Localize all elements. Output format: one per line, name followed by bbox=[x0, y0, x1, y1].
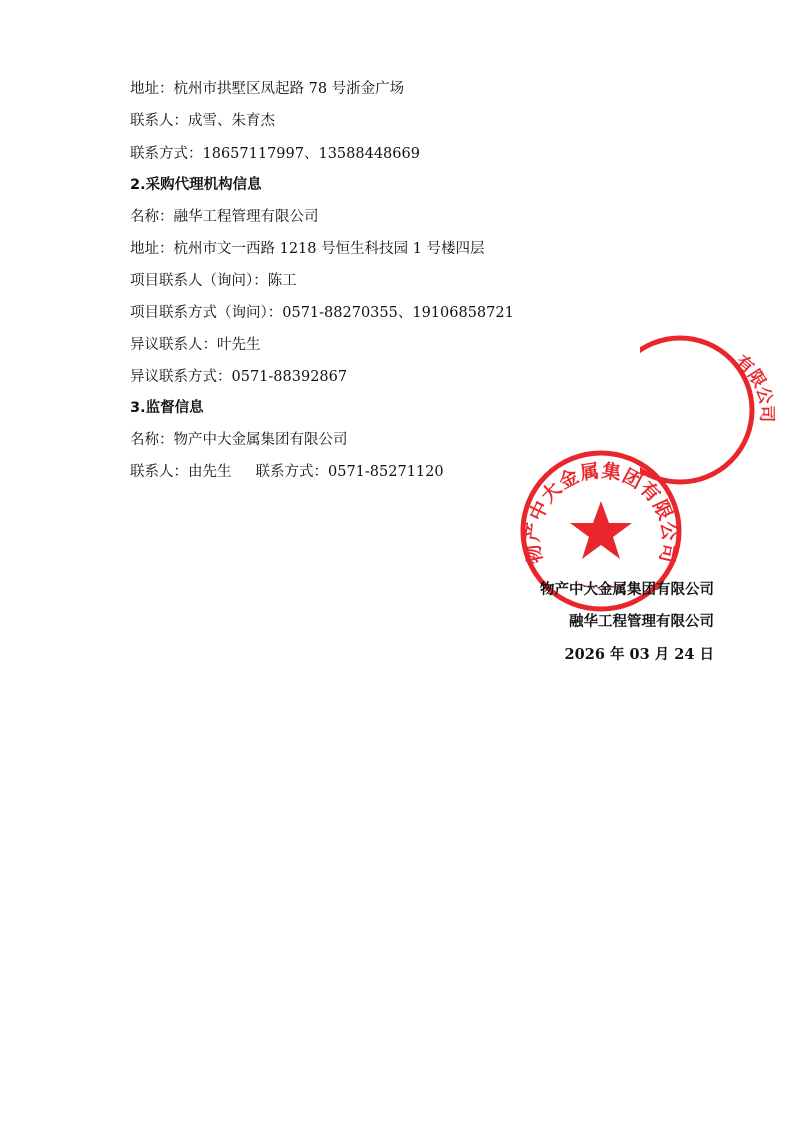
supervision-heading: 3.监督信息 bbox=[130, 400, 204, 416]
procurer-contacts: 联系人：成雪、朱育杰 bbox=[130, 113, 275, 129]
partial-seal-text: 有限公司 bbox=[731, 351, 777, 423]
seal-star-icon bbox=[570, 501, 632, 559]
signature-company1: 物产中大金属集团有限公司 bbox=[540, 581, 714, 598]
agency-objection-contact: 异议联系人：叶先生 bbox=[130, 337, 261, 353]
agency-heading: 2.采购代理机构信息 bbox=[130, 177, 262, 193]
supervision-phone: 联系方式：0571-85271120 bbox=[255, 464, 444, 480]
company-seal-text: 物产中大金属集团有限公司 bbox=[521, 459, 681, 566]
agency-project-contact: 项目联系人（询问）：陈工 bbox=[130, 273, 297, 289]
supervision-name: 名称：物产中大金属集团有限公司 bbox=[130, 432, 348, 448]
agency-name: 名称：融华工程管理有限公司 bbox=[130, 209, 319, 225]
supervision-contact-row bbox=[130, 462, 444, 482]
supervision-contact: 联系人：由先生 bbox=[130, 464, 232, 480]
signature-company2: 融华工程管理有限公司 bbox=[569, 613, 714, 630]
procurer-address: 地址：杭州市拱墅区凤起路 78 号浙金广场 bbox=[130, 81, 405, 97]
procurer-phone: 联系方式：18657117997、13588448669 bbox=[130, 146, 420, 162]
agency-address: 地址：杭州市文一西路 1218 号恒生科技园 1 号楼四层 bbox=[130, 241, 485, 257]
agency-objection-phone: 异议联系方式：0571-88392867 bbox=[130, 369, 348, 385]
signature-date: 2026 年 03 月 24 日 bbox=[564, 646, 714, 663]
agency-project-phone: 项目联系方式（询问）：0571-88270355、19106858721 bbox=[130, 305, 514, 321]
